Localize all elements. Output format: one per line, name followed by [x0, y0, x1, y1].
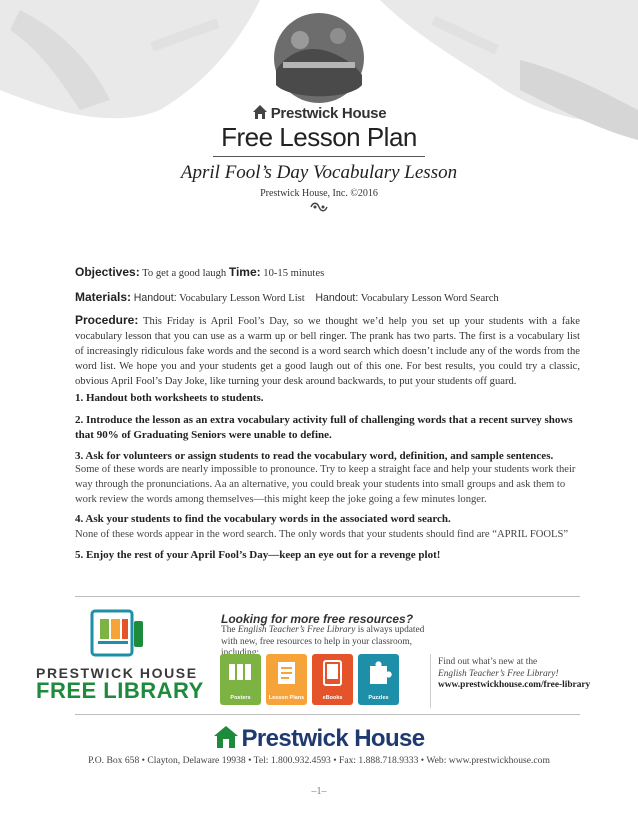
procedure-text: This Friday is April Fool’s Day, so we thought we’d help you set up your students with a fake vocabulary lesson that you can use as a warm up or bell ringer. The prank has two parts. The first is a vocabulary list of increasingly ridiculous fake words and the second is a word search which doesn’t include any of the words from the word list. We hope you and your students get a good laugh out of this one. For best results, you could try a classic, obvious April Fool’s Day Joke, like turning your desk around backwards, to put your students off guard. — [75, 316, 580, 387]
materials-row — [75, 290, 580, 306]
material-item-label: Handout: — [133, 292, 177, 304]
puzzle-icon — [358, 654, 399, 692]
step-body: Some of these words are nearly impossible to pronounce. Try to keep a straight face and help your students work their way through the pronunciations. Aa an alternative, you could break your students into small groups and ask them to work review the words among themselves—this might keep the joke going a few minutes longer. — [75, 464, 576, 505]
flourish-icon — [309, 201, 329, 213]
step-heading: 1. Handout both worksheets to students. — [75, 392, 264, 404]
prestwick-logo-bottom — [0, 725, 638, 753]
ebooks-label: eBooks — [322, 695, 343, 701]
materials-label: Materials: — [75, 290, 132, 304]
ad-body-library-name: English Teacher’s Free Library — [237, 625, 356, 635]
procedure-paragraph — [75, 313, 580, 389]
footer-brand: Prestwick House — [241, 725, 425, 752]
posters-label: Posters — [230, 695, 251, 701]
step-heading: 5. Enjoy the rest of your April Fool’s Day—keep an eye out for a revenge plot! — [75, 549, 441, 561]
ebooks-tile[interactable] — [312, 654, 353, 705]
lesson-title: April Fool’s Day Vocabulary Lesson — [180, 162, 458, 183]
house-logo-icon — [252, 104, 268, 120]
contact-address: P.O. Box 658 • Clayton, Delaware 19938 • Tel: 1.800.932.4593 • Fax: 1.888.718.9333 • Web: www.prestwickhouse.com — [88, 755, 550, 766]
step-heading: 4. Ask your students to find the vocabulary words in the associated word search. — [75, 513, 451, 525]
title-divider — [213, 156, 425, 157]
ebook-icon — [312, 654, 353, 692]
ad-body-prefix: The — [221, 625, 238, 635]
time-value: 10-15 minutes — [263, 268, 325, 279]
free-library-brand-line1: PRESTWICK HOUSE — [36, 665, 198, 681]
free-library-brand-line2: FREE LIBRARY — [36, 678, 204, 703]
ad-body-suffix: is always updated with new, free resources to help in your classroom, — [221, 625, 425, 647]
free-library-link[interactable]: www.prestwickhouse.com/free-library — [438, 680, 591, 691]
time-label: Time: — [228, 265, 261, 279]
lesson-plan-icon — [266, 654, 307, 692]
material-item-value: Vocabulary Lesson Word Search — [360, 293, 499, 304]
ad-divider — [430, 654, 431, 708]
puzzles-tile[interactable] — [358, 654, 399, 705]
copyright: Prestwick House, Inc. ©2016 — [260, 188, 378, 199]
brand-name: Prestwick House — [270, 105, 387, 122]
lesson-plans-tile[interactable] — [266, 654, 307, 705]
ad-side-line2: English Teacher’s Free Library! — [438, 668, 559, 679]
material-item-value: Vocabulary Lesson Word List — [179, 293, 305, 304]
posters-tile[interactable] — [220, 654, 261, 705]
tablet-book-icon — [88, 607, 148, 659]
objectives-value: To get a good laugh — [142, 268, 227, 279]
material-item — [134, 293, 305, 304]
material-item-label: Handout: — [315, 292, 359, 304]
lesson-plans-label: Lesson Plans — [268, 695, 305, 701]
ad-side-line1: Find out what’s new at the — [438, 657, 538, 667]
page-number: –1– — [311, 786, 327, 797]
procedure-label: Procedure: — [75, 313, 139, 327]
material-item — [315, 293, 498, 304]
ad-side-text — [438, 657, 618, 692]
step-heading: 2. Introduce the lesson as an extra vocabulary activity full of challenging words that a recent survey shows that 90% of Graduating Seniors were unable to define. — [75, 414, 573, 441]
puzzles-label: Puzzles — [368, 695, 389, 701]
objectives-label: Objectives: — [75, 265, 140, 279]
objectives-row — [75, 265, 580, 281]
step-body: None of these words appear in the word search. The only words that your students should find are “APRIL FOOLS” — [75, 529, 569, 540]
house-logo-icon — [213, 725, 239, 749]
page-title: Free Lesson Plan — [221, 122, 417, 152]
divider — [75, 596, 580, 597]
posters-icon — [220, 654, 261, 692]
divider — [75, 714, 580, 715]
ad-heading: Looking for more free resources? — [221, 612, 414, 626]
prestwick-logo-top — [0, 104, 638, 122]
step-heading: 3. Ask for volunteers or assign students to read the vocabulary word, definition, and sample sentences. — [75, 450, 554, 462]
